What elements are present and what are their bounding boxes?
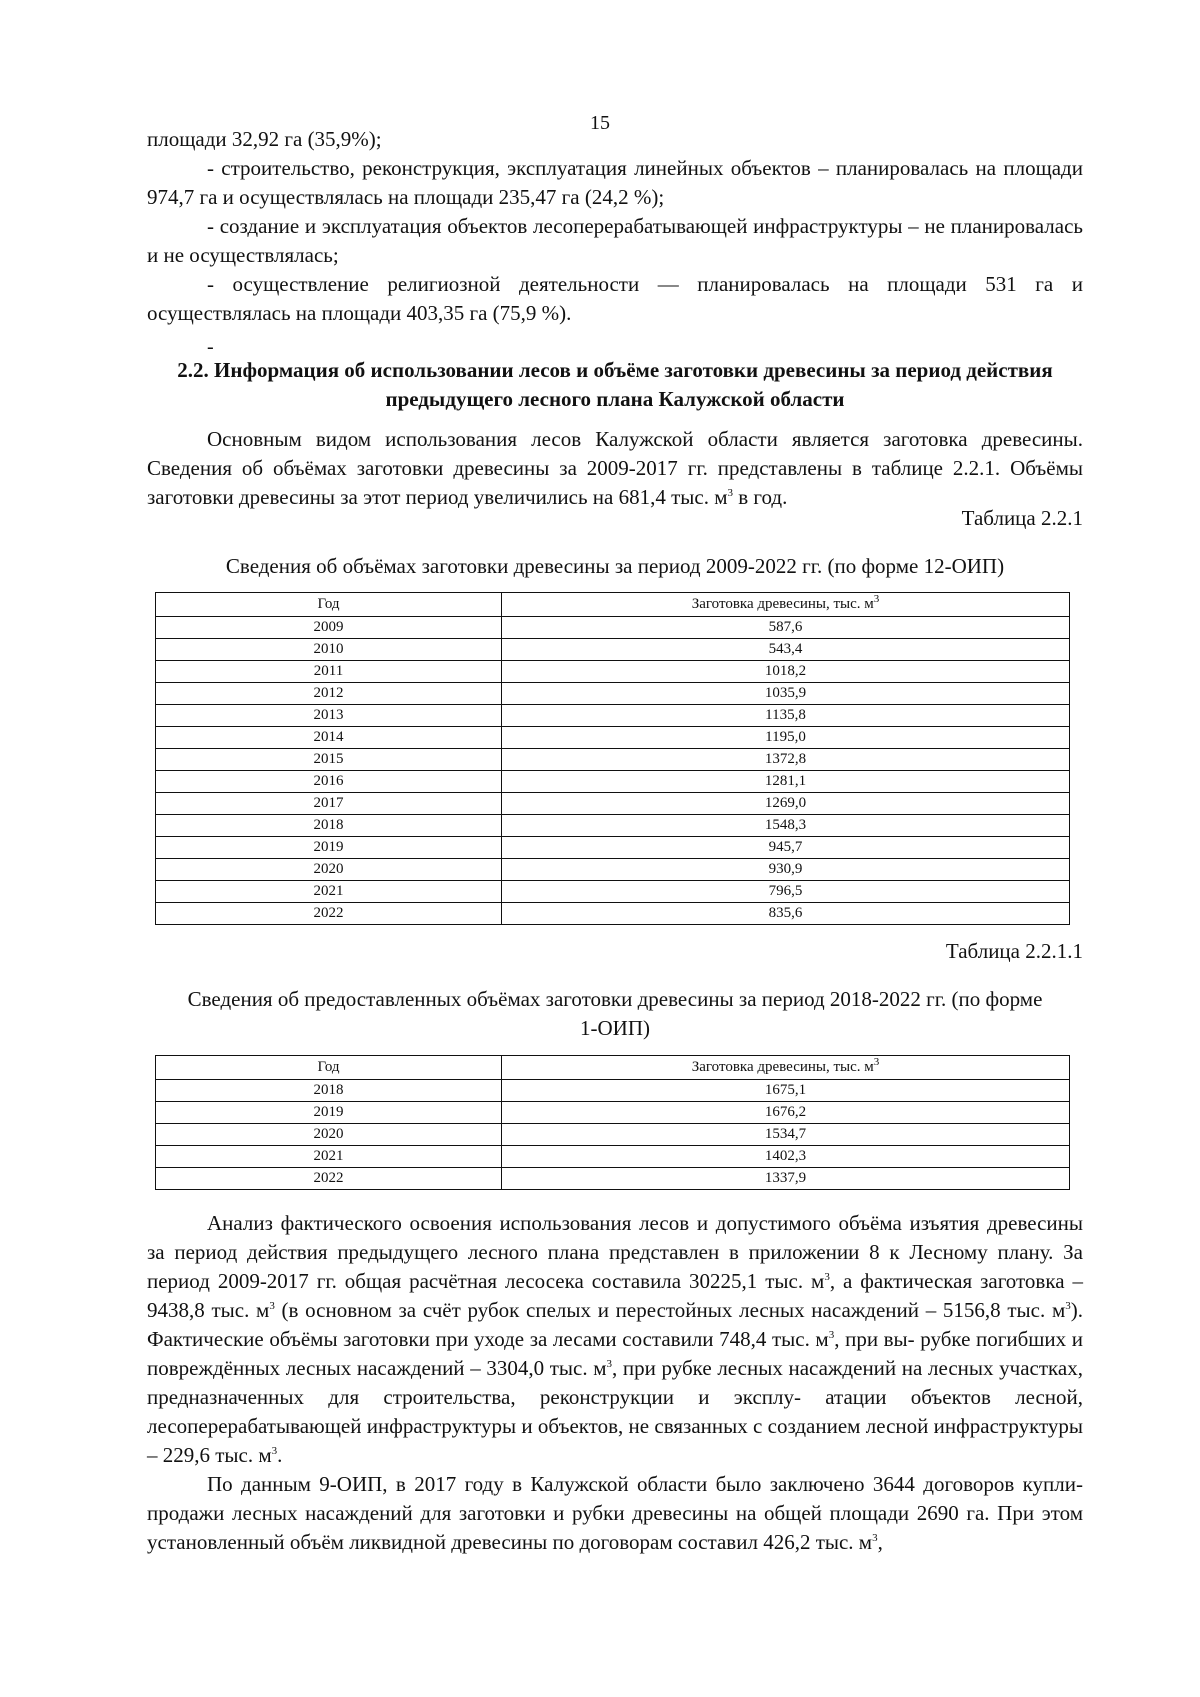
table-row: [156, 617, 1070, 639]
table-row: [156, 1168, 1070, 1190]
page-number: 15: [590, 112, 610, 134]
harvest-value-cell: 587,6: [502, 617, 1070, 639]
table-row: [156, 1124, 1070, 1146]
table-row: [156, 727, 1070, 749]
table-row: [156, 1102, 1070, 1124]
harvest-value-cell: 1135,8: [502, 705, 1070, 727]
table-header-row: [156, 1056, 1070, 1080]
harvest-value-cell: 945,7: [502, 837, 1070, 859]
year-cell: 2019: [156, 837, 502, 859]
table-row: [156, 1080, 1070, 1102]
year-cell: 2014: [156, 727, 502, 749]
harvest-value-cell: 1675,1: [502, 1080, 1070, 1102]
year-cell: 2021: [156, 1146, 502, 1168]
year-cell: 2015: [156, 749, 502, 771]
harvest-value-cell: 835,6: [502, 903, 1070, 925]
year-cell: 2022: [156, 1168, 502, 1190]
intro-item-religious: - осуществление религиозной деятельности — планировалась на площади 531 га и осуществлялась на площади 403,35 га (75,9 %).: [147, 272, 1083, 325]
intro-line: площади 32,92 га (35,9%);: [147, 127, 382, 151]
table-header-row: [156, 593, 1070, 617]
section-heading: 2.2. Информация об использовании лесов и объёме заготовки древесины за период действия предыдущего лесного плана Калужской области: [177, 358, 1053, 411]
year-cell: 2020: [156, 1124, 502, 1146]
column-header-year: Год: [156, 593, 502, 617]
harvest-value-cell: 1402,3: [502, 1146, 1070, 1168]
year-cell: 2010: [156, 639, 502, 661]
table-row: [156, 837, 1070, 859]
table-row: [156, 639, 1070, 661]
provided-harvest-table-2018-2022: [155, 1055, 1070, 1190]
year-cell: 2013: [156, 705, 502, 727]
year-cell: 2012: [156, 683, 502, 705]
section-paragraph: Основным видом использования лесов Калужской области является заготовка древесины. Сведения об объёмах заготовки древесины за 2009-2017 гг. представлены в таблице 2.2.1. Объёмы заготовки древесины за этот период увеличились на 681,4 тыс. $м^3$ в год.: [147, 427, 1083, 509]
table-row: [156, 859, 1070, 881]
harvest-value-cell: 1548,3: [502, 815, 1070, 837]
year-cell: 2009: [156, 617, 502, 639]
year-cell: 2018: [156, 1080, 502, 1102]
table-row: [156, 815, 1070, 837]
table-row: [156, 881, 1070, 903]
table-row: [156, 903, 1070, 925]
year-cell: 2018: [156, 815, 502, 837]
column-header-year: Год: [156, 1056, 502, 1080]
intro-item-wood-processing: - создание и эксплуатация объектов лесоперерабатывающей инфраструктуры – не планировалась и не осуществлялась;: [147, 214, 1083, 267]
table-row: [156, 705, 1070, 727]
analysis-paragraph-1: Анализ фактического освоения использования лесов и допустимого объёма изъятия древесины за период действия предыдущего лесного плана представлен в приложении 8 к Лесному плану. За период 2009-2017 гг. общая расчётная лесосека составила 30225,1 тыс. $м^3$, а фактическая заготовка – 9438,8 тыс. $м^3$ (в основном за счёт рубок спелых и перестойных лесных насаждений – 5156,8 тыс. $м^3$). Фактические объёмы заготовки при уходе за лесами составили 748,4 тыс. $м^3$, при вы- рубке погибших и повреждённых лесных насаждений – 3304,0 тыс. $м^3$, при рубке лесных насаждений на лесных участках, предназначенных для строительства, реконструкции и эксплу- атации объектов лесной, лесоперерабатывающей инфраструктуры и объектов, не связанных с созданием лесной инфраструктуры – 229,6 тыс. $м^3$.: [147, 1211, 1083, 1467]
table2-caption-line1: Сведения об предоставленных объёмах заготовки древесины за период 2018-2022 гг. (по форме: [187, 987, 1043, 1011]
table-row: [156, 683, 1070, 705]
harvest-table-2009-2022: [155, 592, 1070, 925]
harvest-value-cell: 1534,7: [502, 1124, 1070, 1146]
table-row: [156, 661, 1070, 683]
table-row: [156, 749, 1070, 771]
year-cell: 2020: [156, 859, 502, 881]
harvest-value-cell: 1269,0: [502, 793, 1070, 815]
harvest-value-cell: 1018,2: [502, 661, 1070, 683]
harvest-value-cell: 1372,8: [502, 749, 1070, 771]
table-row: [156, 793, 1070, 815]
column-header-value: Заготовка древесины, тыс. $м^3$: [502, 1056, 1070, 1080]
harvest-value-cell: 930,9: [502, 859, 1070, 881]
harvest-value-cell: 543,4: [502, 639, 1070, 661]
table2-label: Таблица 2.2.1.1: [945, 939, 1083, 963]
year-cell: 2017: [156, 793, 502, 815]
table1-label: Таблица 2.2.1: [961, 506, 1083, 530]
year-cell: 2011: [156, 661, 502, 683]
harvest-value-cell: 1195,0: [502, 727, 1070, 749]
year-cell: 2021: [156, 881, 502, 903]
table2-caption-line2: 1-ОИП): [580, 1016, 650, 1040]
harvest-value-cell: 796,5: [502, 881, 1070, 903]
year-cell: 2022: [156, 903, 502, 925]
harvest-value-cell: 1676,2: [502, 1102, 1070, 1124]
column-header-value: Заготовка древесины, тыс. $м^3$: [502, 593, 1070, 617]
intro-item-linear-objects: - строительство, реконструкция, эксплуатация линейных объектов – планировалась на площади 974,7 га и осуществлялась на площади 235,47 га (24,2 %);: [147, 156, 1083, 209]
harvest-value-cell: 1035,9: [502, 683, 1070, 705]
year-cell: 2019: [156, 1102, 502, 1124]
analysis-paragraph-2: По данным 9-ОИП, в 2017 году в Калужской области было заключено 3644 договоров купли-продажи лесных насаждений для заготовки и рубки древесины на общей площади 2690 га. При этом установленный объём ликвидной древесины по договорам составил 426,2 тыс. $м^3$,: [147, 1472, 1083, 1554]
table-row: [156, 1146, 1070, 1168]
stray-dash: -: [207, 336, 214, 358]
table-row: [156, 771, 1070, 793]
year-cell: 2016: [156, 771, 502, 793]
harvest-value-cell: 1337,9: [502, 1168, 1070, 1190]
table1-caption: Сведения об объёмах заготовки древесины за период 2009-2022 гг. (по форме 12-ОИП): [225, 554, 1005, 578]
harvest-value-cell: 1281,1: [502, 771, 1070, 793]
